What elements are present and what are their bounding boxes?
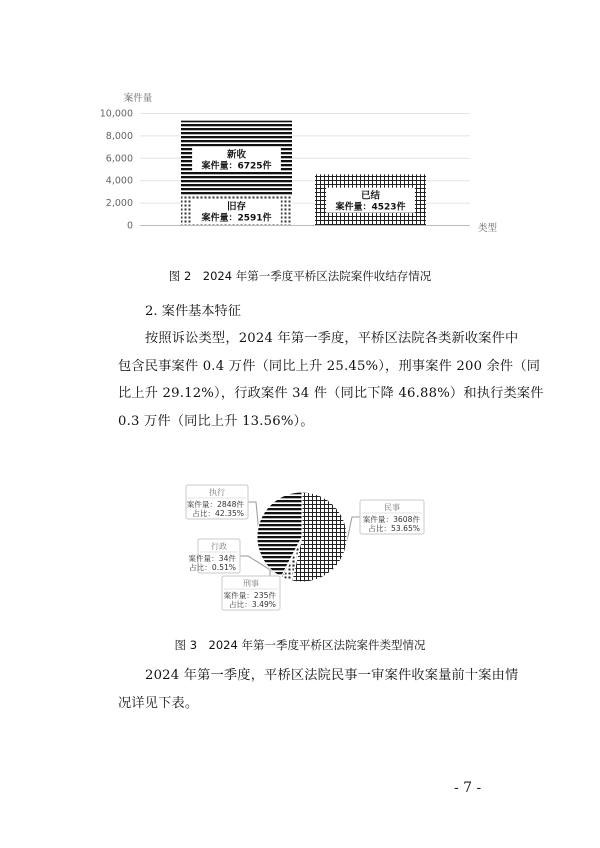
- y-tick-label: 2,000: [105, 198, 133, 210]
- pie-label-name: 行政: [211, 542, 227, 551]
- bar-segment-name: 新收: [226, 149, 247, 161]
- paragraph-top-ten: [118, 662, 519, 717]
- case-stock-bar-chart: [0, 0, 600, 250]
- case-type-pie-chart: [0, 460, 600, 620]
- paragraph-line: 比上升 29.12%），行政案件 34 件（同比下降 46.88%）和执行类案件: [118, 386, 544, 401]
- pie-label-name: 民事: [384, 503, 400, 512]
- paragraph-case-types: [118, 325, 544, 435]
- pie-label-share: 占比：42.35%: [192, 509, 244, 518]
- paragraph-line: 0.3 万件（同比上升 13.56%）。: [118, 413, 314, 429]
- y-tick-label: 0: [126, 220, 133, 232]
- section-heading: 2. 案件基本特征: [145, 304, 241, 319]
- pie-label-share: 占比：0.51%: [189, 563, 236, 572]
- pie-label-name: 执行: [209, 488, 225, 497]
- y-tick-label: 6,000: [105, 153, 133, 165]
- y-axis-label: 案件量: [123, 93, 153, 104]
- pie-label-name: 刑事: [243, 579, 259, 588]
- bar-segment-value: 案件量：2591件: [201, 213, 272, 224]
- bar-segment-name: 已结: [360, 190, 381, 202]
- bar-segment-value: 案件量：4523件: [335, 202, 406, 213]
- y-tick-label: 10,000: [99, 108, 133, 120]
- paragraph-line: 按照诉讼类型，2024 年第一季度，平桥区法院各类新收案件中: [145, 331, 519, 346]
- pie-label-share: 占比：3.49%: [229, 600, 276, 609]
- figure3-caption: 图 3 2024 年第一季度平桥区法院案件类型情况: [174, 638, 426, 652]
- pie-label-count: 案件量：2848件: [186, 500, 244, 509]
- y-tick-label: 4,000: [105, 175, 133, 187]
- pie-leader-line: [248, 502, 258, 526]
- figure2-caption: 图 2 2024 年第一季度平桥区法院案件收结存情况: [168, 269, 432, 283]
- paragraph-line: 况详见下表。: [118, 695, 199, 711]
- pie-label-count: 案件量：3608件: [362, 515, 420, 524]
- bar-segment-value: 案件量：6725件: [201, 161, 272, 172]
- y-tick-label: 8,000: [105, 130, 133, 142]
- pie-label-count: 案件量：34件: [188, 554, 236, 563]
- paragraph-line: 2024 年第一季度，平桥区法院民事一审案件收案量前十案由情: [145, 668, 519, 683]
- bar-segment-name: 旧存: [226, 201, 247, 213]
- x-axis-label: 类型: [478, 223, 498, 234]
- paragraph-line: 包含民事案件 0.4 万件（同比上升 25.45%），刑事案件 200 余件（同: [118, 358, 541, 374]
- pie-label-share: 占比：53.65%: [368, 524, 420, 533]
- pie-label-count: 案件量：235件: [223, 591, 276, 600]
- pie-leader-line: [347, 517, 360, 542]
- page-number: - 7 -: [454, 780, 482, 796]
